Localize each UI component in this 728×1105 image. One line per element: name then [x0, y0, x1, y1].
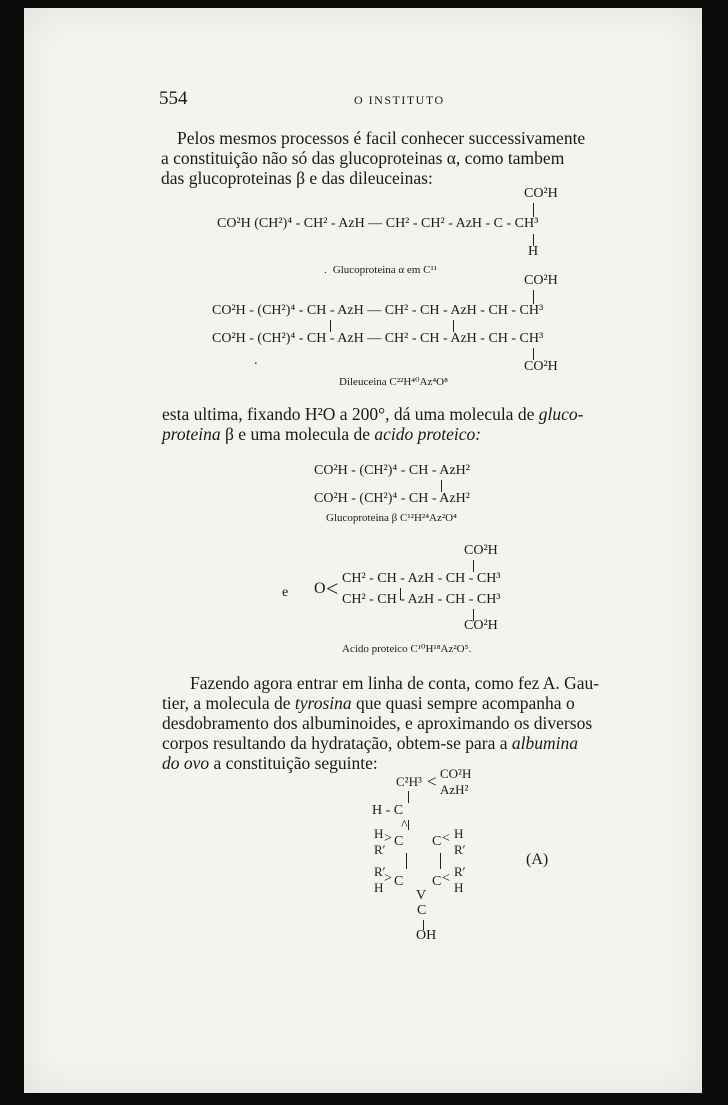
tyr-h-right2: H [454, 880, 464, 895]
dileuceina-top-group: CO²H [524, 273, 558, 288]
tyr-bond-hc [408, 820, 409, 830]
para3-line1: Fazendo agora entrar em linha de conta, como fez A. Gau- [190, 673, 600, 693]
para3-line3: desdobramento dos albuminoides, e aproximando os diversos [162, 713, 593, 733]
tyr-r-right2: R′ [454, 864, 466, 879]
acido-line2: CH² - CH - AzH - CH - CH³ [342, 592, 501, 607]
tyr-h-right1: H [454, 826, 464, 841]
dileuceina-bottom-group: CO²H [524, 359, 558, 374]
beta-caption: Glucoproteina β C¹²H²⁴Az²O⁴ [326, 512, 457, 524]
tyr-c2h3: C²H³ [396, 774, 422, 789]
tyr-v-bottom: V [416, 888, 427, 903]
acido-bottom-group: CO²H [464, 618, 498, 633]
para3-line4: corpos resultando da hydratação, obtem-se para a albumina [162, 733, 578, 753]
book-page [24, 8, 702, 1093]
tyr-c-left2: C [394, 874, 404, 889]
tyr-bracket-right2: < [442, 871, 450, 886]
tyr-bracket-left1: > [384, 831, 392, 846]
tyr-r-left2: R′ [374, 864, 386, 879]
tyr-bond-top [408, 791, 409, 803]
dileuceina-bond-top [533, 290, 534, 304]
tyr-h-left1: H [374, 826, 384, 841]
tyr-azh2: AzH² [440, 782, 469, 797]
tyr-caret-top: ^ [401, 818, 408, 833]
alpha-bottom-h: H [528, 244, 539, 259]
para1-line3: das glucoproteinas β e das dileuceinas: [161, 168, 433, 188]
para2-line1: esta ultima, fixando H²O a 200°, dá uma molecula de gluco- [162, 404, 584, 424]
page-number: 554 [159, 88, 188, 109]
tyr-c-right2: C [432, 874, 442, 889]
tyr-label: (A) [526, 851, 549, 868]
acido-caption: Acido proteico C¹⁰H¹⁸Az²O⁵. [342, 643, 472, 655]
para3-line5: do ovo a constituição seguinte: [162, 753, 378, 773]
alpha-top-group: CO²H [524, 186, 558, 201]
tyr-c-bottom: C [417, 903, 427, 918]
acido-line1: CH² - CH - AzH - CH - CH³ [342, 571, 501, 586]
tyr-oh: OH [416, 928, 437, 943]
tyr-c-left1: C [394, 834, 404, 849]
tyr-bracket-right1: < [442, 831, 450, 846]
beta-line1: CO²H - (CH²)⁴ - CH - AzH² [314, 463, 470, 478]
paragraph-tyrosina [162, 673, 642, 773]
dileuceina-line2: CO²H - (CH²)⁴ - CH - AzH — CH² - CH - AzH - CH - CH³ [212, 331, 544, 346]
dileuceina-dot: . [254, 353, 258, 368]
acido-oxygen: O [314, 580, 326, 597]
tyr-co2h: CO²H [440, 766, 472, 781]
tyr-ring-left [406, 853, 407, 869]
dileuceina-line1: CO²H - (CH²)⁴ - CH - AzH — CH² - CH - AzH - CH - CH³ [212, 303, 544, 318]
tyr-h-left2: H [374, 880, 384, 895]
para2-line2: proteina β e uma molecula de acido proteico: [162, 424, 482, 444]
dileuceina-caption: Dileuceina C²²H⁴⁰Az⁴O⁸ [339, 376, 448, 388]
tyr-ring-right [440, 853, 441, 869]
tyr-bracket-left2: > [384, 871, 392, 886]
alpha-bond-up [533, 203, 534, 217]
para3-line2: tier, a molecula de tyrosina que quasi sempre acompanha o [162, 693, 575, 713]
tyr-r-right1: R′ [454, 842, 466, 857]
tyr-hc: H - C [372, 803, 404, 818]
beta-line2: CO²H - (CH²)⁴ - CH - AzH² [314, 491, 470, 506]
para1-line1: Pelos mesmos processos é facil conhecer successivamente [177, 128, 586, 148]
acido-conjunction: e [282, 585, 289, 600]
acido-top-group: CO²H [464, 543, 498, 558]
acido-bracket: < [326, 576, 339, 601]
paragraph-intro [161, 128, 641, 188]
tyr-r-left1: R′ [374, 842, 386, 857]
alpha-main-chain: CO²H (CH²)⁴ - CH² - AzH — CH² - CH² - AzH - C - CH³ [217, 216, 539, 231]
tyr-bracket: < [427, 772, 437, 791]
tyr-c-right1: C [432, 834, 442, 849]
para1-line2: a constituição não só das glucoproteinas α, como tambem [161, 148, 565, 168]
paragraph-hydration [162, 404, 642, 444]
alpha-caption: . Glucoproteina α em C¹¹ [324, 264, 438, 276]
running-header: O INSTITUTO [354, 93, 445, 107]
